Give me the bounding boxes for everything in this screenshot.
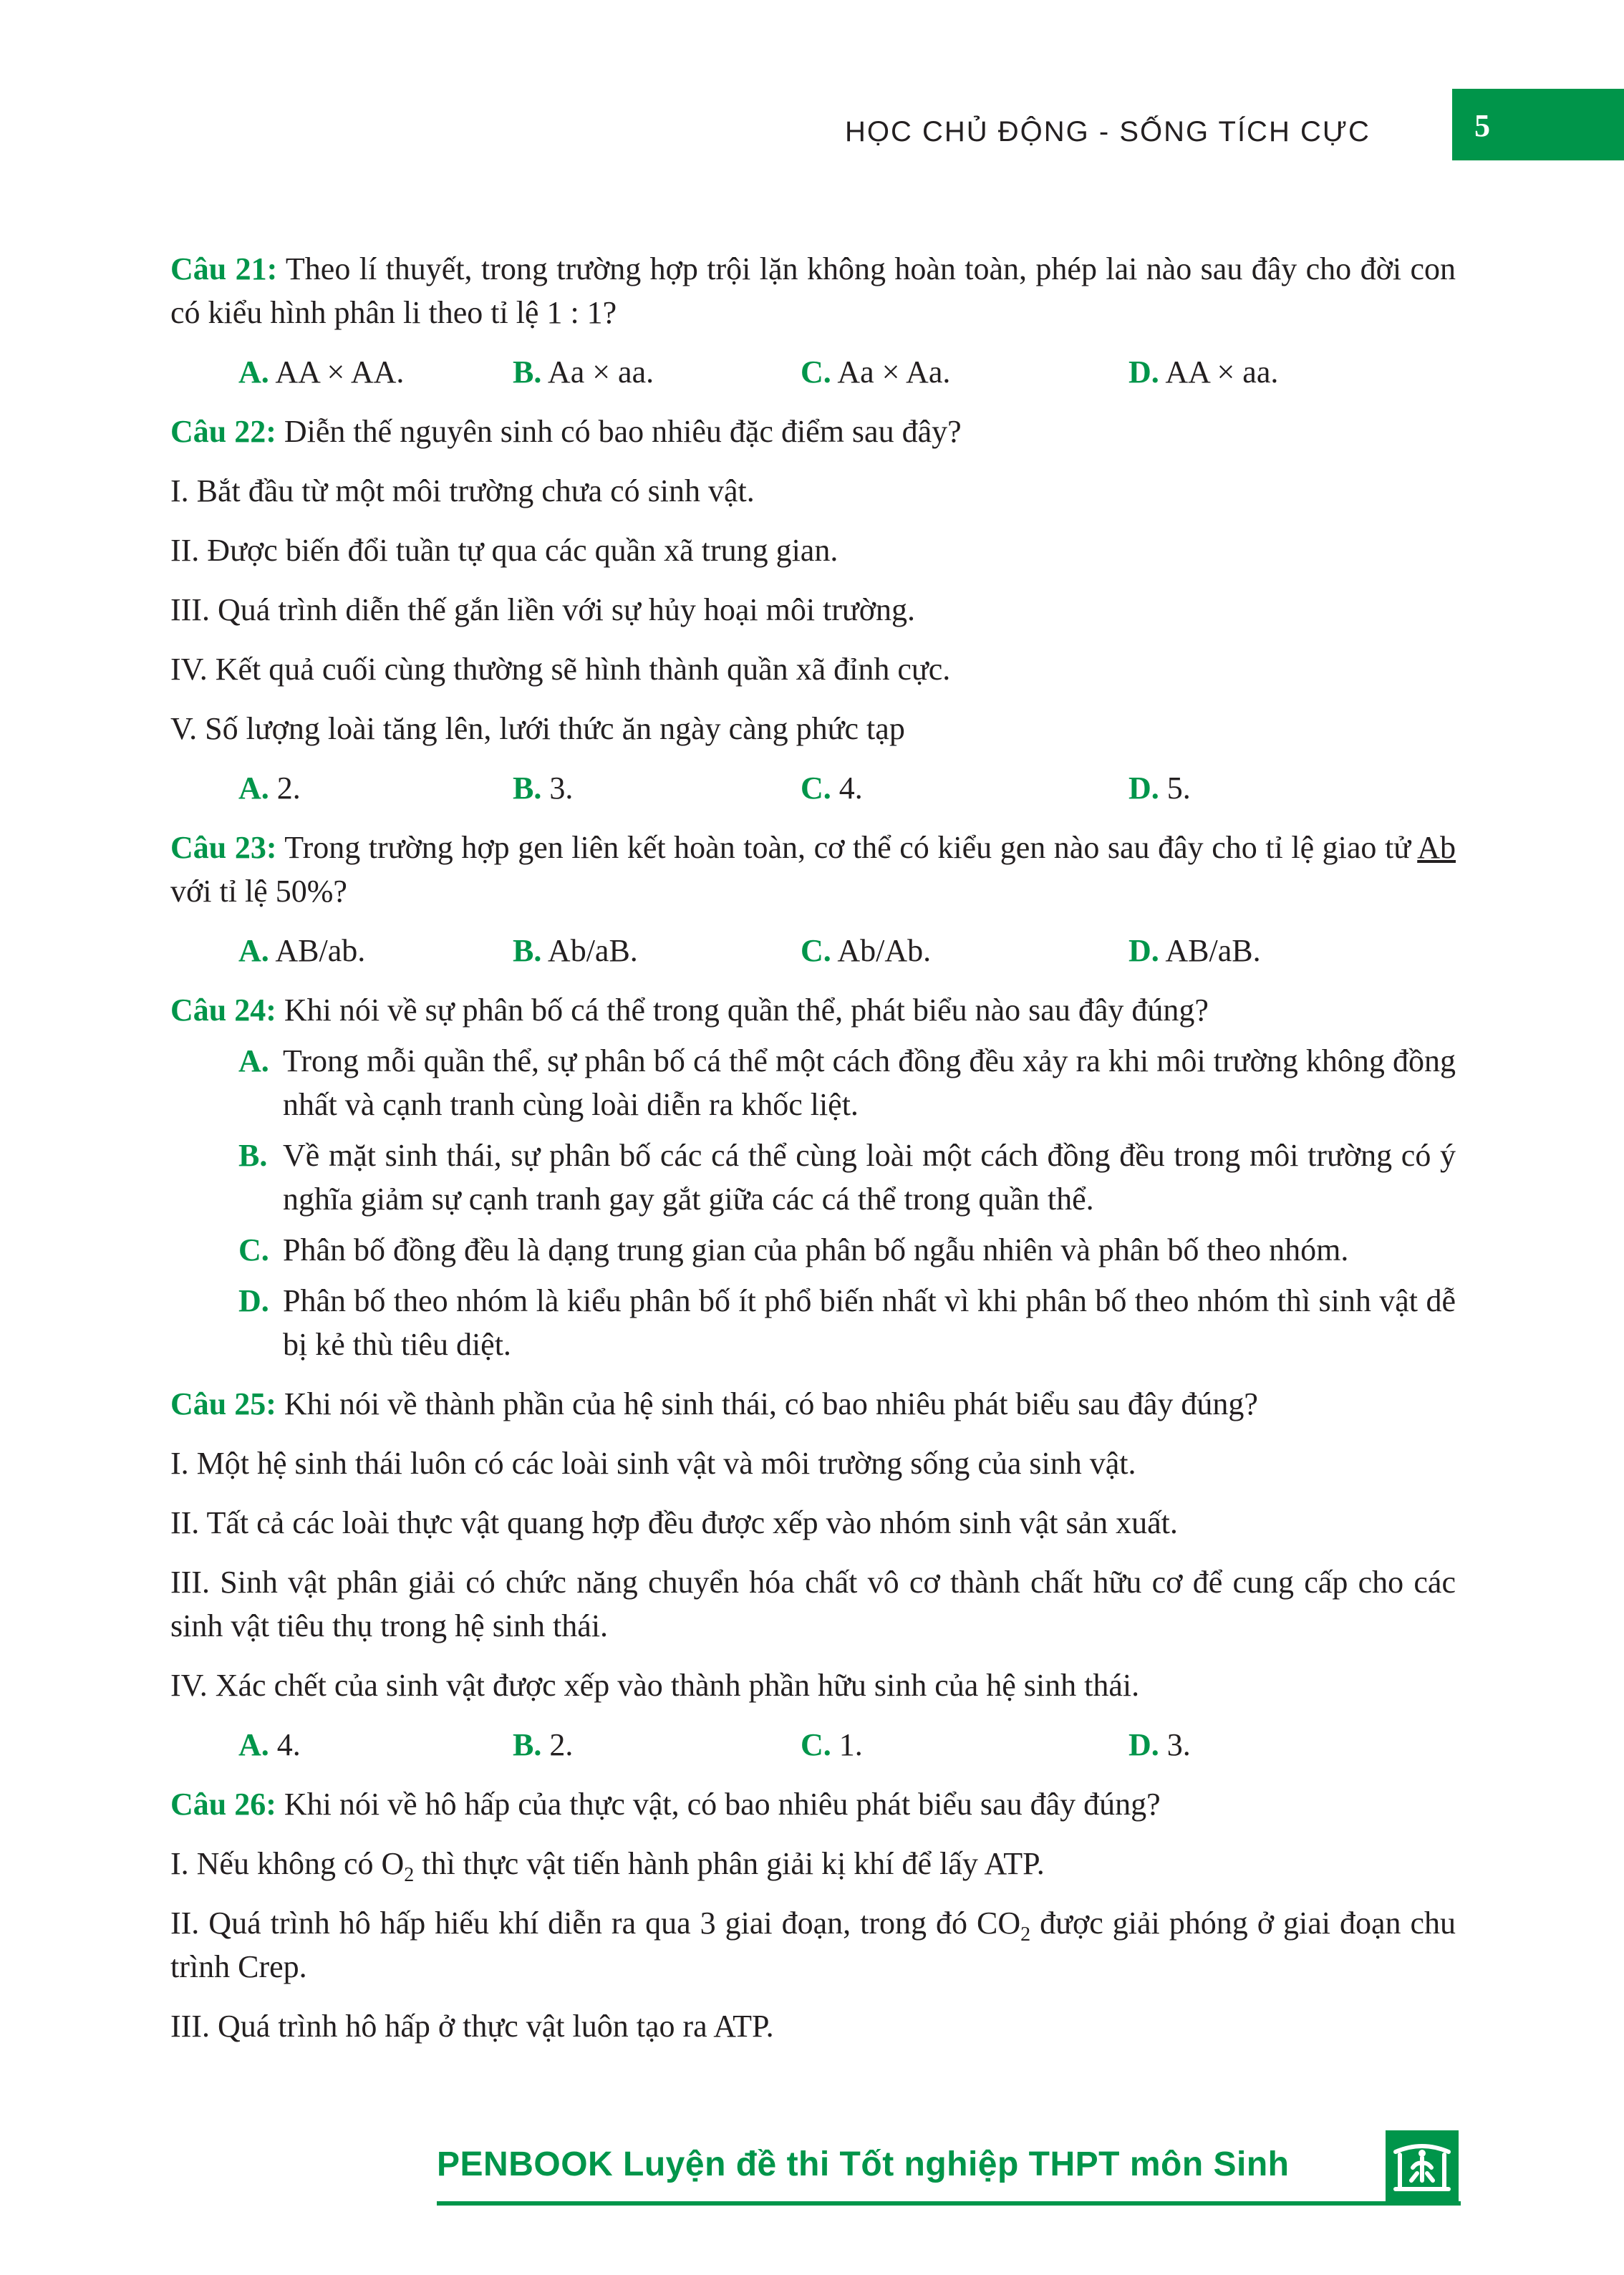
- subscript: 2: [404, 1864, 415, 1886]
- statement: I. Một hệ sinh thái luôn có các loài sinh vật và môi trường sống của sinh vật.: [170, 1446, 1136, 1481]
- header-title: HỌC CHỦ ĐỘNG - SỐNG TÍCH CỰC: [845, 116, 1371, 148]
- question-text-end: với tỉ lệ 50%?: [170, 874, 347, 909]
- question-26: [170, 1782, 1456, 1826]
- question-text: Trong trường hợp gen liên kết hoàn toàn, cơ thể có kiểu gen nào sau đây cho tỉ lệ giao tử: [276, 830, 1418, 865]
- penbook-logo-icon: [1386, 2130, 1459, 2203]
- statement: IV. Xác chết của sinh vật được xếp vào thành phần hữu sinh của hệ sinh thái.: [170, 1668, 1140, 1703]
- option-b: B. Ab/aB.: [513, 933, 638, 968]
- option-c: C. Aa × Aa.: [801, 354, 951, 390]
- option-c: C. 1.: [801, 1727, 863, 1762]
- statement: II. Quá trình hô hấp hiếu khí diễn ra qua 3 giai đoạn, trong đó $CO_2$ được giải phóng ở giai đoạn chu trình Crep.: [170, 1906, 1456, 1984]
- question-25-options: [170, 1723, 1456, 1767]
- question-text: Khi nói về hô hấp của thực vật, có bao nhiêu phát biểu sau đây đúng?: [276, 1787, 1161, 1822]
- option-a: A. 4.: [238, 1727, 301, 1762]
- page-number: 5: [1474, 108, 1490, 143]
- option-b: B. Về mặt sinh thái, sự phân bố các cá thể cùng loài một cách đồng đều trong môi trường có ý nghĩa giảm sự cạnh tranh gay gắt giữa các cá thể trong quần thể.: [238, 1138, 1456, 1217]
- option-a: A. AA × AA.: [238, 354, 405, 390]
- question-text: Theo lí thuyết, trong trường hợp trội lặn không hoàn toàn, phép lai nào sau đây cho đời con có kiểu hình phân li theo tỉ lệ 1 : 1?: [170, 251, 1456, 330]
- question-25: [170, 1382, 1456, 1426]
- question-text: Khi nói về thành phần của hệ sinh thái, có bao nhiêu phát biểu sau đây đúng?: [276, 1386, 1258, 1421]
- statement: II. Tất cả các loài thực vật quang hợp đều được xếp vào nhóm sinh vật sản xuất.: [170, 1505, 1178, 1540]
- question-label: Câu 26:: [170, 1787, 276, 1822]
- statement: I. Nếu không có $O_2$ thì thực vật tiến hành phân giải kị khí để lấy ATP.: [170, 1846, 1045, 1886]
- option-d: D. 3.: [1128, 1727, 1191, 1762]
- option-b: B. 3.: [513, 771, 574, 806]
- subscript: 2: [1020, 1923, 1031, 1946]
- page-content: [170, 247, 1456, 2064]
- question-23: [170, 826, 1456, 913]
- statement: I. Bắt đầu từ một môi trường chưa có sinh vật.: [170, 473, 755, 508]
- option-b: B. Aa × aa.: [513, 354, 654, 390]
- question-label: Câu 21:: [170, 251, 278, 286]
- question-label: Câu 25:: [170, 1386, 276, 1421]
- option-a: A. Trong mỗi quần thể, sự phân bố cá thể một cách đồng đều xảy ra khi môi trường không đồng nhất và cạnh tranh cùng loài diễn ra khốc liệt.: [238, 1043, 1456, 1122]
- option-d: D. AA × aa.: [1128, 354, 1279, 390]
- question-23-options: [170, 929, 1456, 972]
- option-a: A. 2.: [238, 771, 301, 806]
- penbook-logo-glyph: [1386, 2130, 1459, 2203]
- option-b: B. 2.: [513, 1727, 574, 1762]
- statement: V. Số lượng loài tăng lên, lưới thức ăn ngày càng phức tạp: [170, 711, 905, 746]
- question-label: Câu 22:: [170, 414, 276, 449]
- underlined-gamete: Ab: [1417, 830, 1456, 865]
- question-21: [170, 247, 1456, 334]
- option-c: C. Phân bố đồng đều là dạng trung gian của phân bố ngẫu nhiên và phân bố theo nhóm.: [238, 1232, 1349, 1267]
- option-d: D. AB/aB.: [1128, 933, 1261, 968]
- question-text: Khi nói về sự phân bố cá thể trong quần thể, phát biểu nào sau đây đúng?: [276, 992, 1209, 1028]
- question-21-options: [170, 350, 1456, 394]
- statement: III. Sinh vật phân giải có chức năng chuyển hóa chất vô cơ thành chất hữu cơ để cung cấp cho các sinh vật tiêu thụ trong hệ sinh thái.: [170, 1565, 1456, 1643]
- question-label: Câu 24:: [170, 992, 276, 1028]
- footer-rule: [437, 2201, 1461, 2206]
- option-d: D. 5.: [1128, 771, 1191, 806]
- option-d: D. Phân bố theo nhóm là kiểu phân bố ít phổ biến nhất vì khi phân bố theo nhóm thì sinh vật dễ bị kẻ thù tiêu diệt.: [238, 1283, 1456, 1362]
- question-22-options: [170, 766, 1456, 810]
- statement: II. Được biến đổi tuần tự qua các quần xã trung gian.: [170, 533, 838, 568]
- question-text: Diễn thế nguyên sinh có bao nhiêu đặc điểm sau đây?: [276, 414, 962, 449]
- question-label: Câu 23:: [170, 830, 277, 865]
- option-c: C. 4.: [801, 771, 863, 806]
- statement: III. Quá trình hô hấp ở thực vật luôn tạo ra ATP.: [170, 2009, 774, 2044]
- option-c: C. Ab/Ab.: [801, 933, 932, 968]
- statement: IV. Kết quả cuối cùng thường sẽ hình thành quần xã đỉnh cực.: [170, 652, 951, 687]
- footer-title: PENBOOK Luyện đề thi Tốt nghiệp THPT môn Sinh: [437, 2145, 1290, 2183]
- question-24: [170, 988, 1456, 1032]
- option-a: A. AB/ab.: [238, 933, 366, 968]
- statement: III. Quá trình diễn thế gắn liền với sự hủy hoại môi trường.: [170, 592, 916, 627]
- question-22: [170, 410, 1456, 453]
